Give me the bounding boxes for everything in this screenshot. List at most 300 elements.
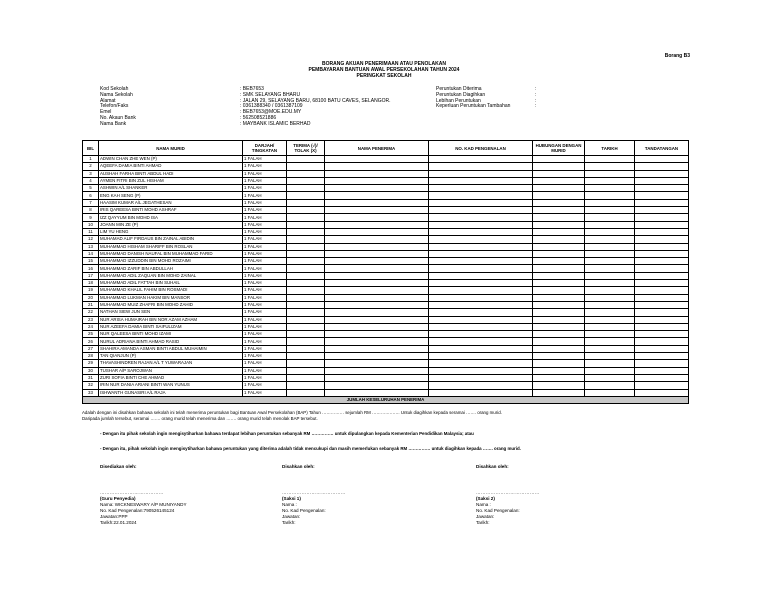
cell-kad-pengenalan[interactable] [429, 301, 533, 308]
cell-tandatangan[interactable] [635, 236, 689, 243]
cell-nama-murid: NUR AZEEFA DAMIA BINTI SAIFULIZAM [99, 323, 243, 330]
cell-hubungan[interactable] [533, 301, 585, 308]
cell-darjah: 1 FALAH [243, 309, 287, 316]
cell-kad-pengenalan[interactable] [429, 258, 533, 265]
cell-tandatangan[interactable] [635, 177, 689, 184]
cell-kad-pengenalan[interactable] [429, 309, 533, 316]
cell-tarikh[interactable] [585, 258, 635, 265]
cell-tarikh[interactable] [585, 367, 635, 374]
cell-kad-pengenalan[interactable] [429, 236, 533, 243]
cell-tarikh[interactable] [585, 265, 635, 272]
info-label: Telefon/Faks [100, 103, 129, 110]
cell-nama-penerima[interactable] [325, 280, 429, 287]
cell-nama-penerima[interactable] [325, 221, 429, 228]
table-row [83, 382, 689, 389]
info-value: : 562508521886 [240, 114, 277, 121]
signature-line[interactable]: ………………………………… [476, 490, 540, 495]
allocation-value: : [535, 97, 537, 104]
cell-nama-penerima[interactable] [325, 265, 429, 272]
cell-nama-penerima[interactable] [325, 367, 429, 374]
table-row [83, 177, 689, 184]
cell-tandatangan[interactable] [635, 272, 689, 279]
cell-nama-penerima[interactable] [325, 331, 429, 338]
cell-tarikh[interactable] [585, 236, 635, 243]
cell-nama-murid: LIM YU HENG [99, 228, 243, 235]
cell-nama-murid: NUR ARISA HUMAIRAH BIN NOR AZAM AZHAM [99, 316, 243, 323]
cell-hubungan[interactable] [533, 353, 585, 360]
cell-terima-tolak[interactable] [287, 272, 325, 279]
cell-nama-penerima[interactable] [325, 170, 429, 177]
cell-hubungan[interactable] [533, 294, 585, 301]
cell-nama-murid: MUHAMMAD LUKMAN HAKIM BIN MANSOR [99, 294, 243, 301]
cell-darjah: 1 FALAH [243, 156, 287, 163]
cell-darjah: 1 FALAH [243, 221, 287, 228]
signature-line[interactable]: ………………………………… [100, 490, 164, 495]
cell-nama-penerima[interactable] [325, 353, 429, 360]
cell-nama-murid: MUHAMMAD IZZUDDIN BIN MOHD ROZAIMI [99, 258, 243, 265]
cell-tandatangan[interactable] [635, 280, 689, 287]
cell-tandatangan[interactable] [635, 345, 689, 352]
cell-kad-pengenalan[interactable] [429, 360, 533, 367]
cell-terima-tolak[interactable] [287, 382, 325, 389]
cell-hubungan[interactable] [533, 236, 585, 243]
cell-nama-murid: MUHAMMAD ZARIF BIN ABDULLAH [99, 265, 243, 272]
cell-terima-tolak[interactable] [287, 228, 325, 235]
cell-terima-tolak[interactable] [287, 250, 325, 257]
cell-terima-tolak[interactable] [287, 280, 325, 287]
table-row [83, 287, 689, 294]
signature-detail: No. Kad Pengenalan:790526145124 [100, 508, 175, 513]
cell-nama-penerima[interactable] [325, 338, 429, 345]
cell-kad-pengenalan[interactable] [429, 243, 533, 250]
cell-nama-murid: IRIS QAREESA BINTI MOHD ASHRAF [99, 207, 243, 214]
table-row [83, 236, 689, 243]
cell-tandatangan[interactable] [635, 156, 689, 163]
cell-nama-penerima[interactable] [325, 214, 429, 221]
cell-hubungan[interactable] [533, 374, 585, 381]
cell-hubungan[interactable] [533, 228, 585, 235]
cell-tarikh[interactable] [585, 374, 635, 381]
cell-tandatangan[interactable] [635, 331, 689, 338]
cell-hubungan[interactable] [533, 389, 585, 396]
cell-kad-pengenalan[interactable] [429, 345, 533, 352]
cell-nama-penerima[interactable] [325, 250, 429, 257]
cell-hubungan[interactable] [533, 192, 585, 199]
allocation-label: Keperluan Peruntukan Tambahan [436, 103, 511, 110]
table-row [83, 316, 689, 323]
cell-nama-penerima[interactable] [325, 294, 429, 301]
cell-bil: 9 [83, 214, 99, 221]
cell-tandatangan[interactable] [635, 353, 689, 360]
cell-bil: 20 [83, 294, 99, 301]
cell-kad-pengenalan[interactable] [429, 214, 533, 221]
cell-kad-pengenalan[interactable] [429, 177, 533, 184]
cell-tarikh[interactable] [585, 272, 635, 279]
cell-nama-penerima[interactable] [325, 287, 429, 294]
cell-terima-tolak[interactable] [287, 301, 325, 308]
cell-tarikh[interactable] [585, 221, 635, 228]
cell-hubungan[interactable] [533, 207, 585, 214]
cell-hubungan[interactable] [533, 309, 585, 316]
cell-tarikh[interactable] [585, 338, 635, 345]
cell-hubungan[interactable] [533, 367, 585, 374]
cell-kad-pengenalan[interactable] [429, 170, 533, 177]
cell-kad-pengenalan[interactable] [429, 287, 533, 294]
form-title-1: BORANG AKUAN PENERIMAAN ATAU PENOLAKAN [322, 61, 446, 67]
cell-tandatangan[interactable] [635, 163, 689, 170]
cell-bil: 14 [83, 250, 99, 257]
signature-heading: Disediakan oleh: [100, 464, 137, 469]
cell-hubungan[interactable] [533, 345, 585, 352]
cell-kad-pengenalan[interactable] [429, 199, 533, 206]
table-row [83, 367, 689, 374]
cell-nama-penerima[interactable] [325, 192, 429, 199]
cell-tandatangan[interactable] [635, 360, 689, 367]
cell-darjah: 1 FALAH [243, 353, 287, 360]
cell-tarikh[interactable] [585, 360, 635, 367]
cell-terima-tolak[interactable] [287, 316, 325, 323]
cell-nama-murid: MUHAMAD ALIF FIRDAUS BIN ZAINAL ABIDIN [99, 236, 243, 243]
cell-hubungan[interactable] [533, 250, 585, 257]
signature-detail: No. Kad Pengenalan: [282, 508, 326, 513]
signature-line[interactable]: ………………………………… [282, 490, 346, 495]
cell-kad-pengenalan[interactable] [429, 272, 533, 279]
cell-hubungan[interactable] [533, 331, 585, 338]
cell-nama-penerima[interactable] [325, 243, 429, 250]
info-label: Emel [100, 109, 112, 116]
cell-tandatangan[interactable] [635, 374, 689, 381]
cell-tandatangan[interactable] [635, 367, 689, 374]
cell-kad-pengenalan[interactable] [429, 156, 533, 163]
cell-tandatangan[interactable] [635, 301, 689, 308]
cell-tandatangan[interactable] [635, 185, 689, 192]
cell-tarikh[interactable] [585, 163, 635, 170]
cell-hubungan[interactable] [533, 265, 585, 272]
cell-nama-murid: AUSHAH FARHA BINTI ABDUL HADI [99, 170, 243, 177]
cell-tarikh[interactable] [585, 301, 635, 308]
cell-kad-pengenalan[interactable] [429, 294, 533, 301]
signature-role: (Saksi 1) [282, 496, 301, 501]
cell-nama-penerima[interactable] [325, 199, 429, 206]
col-kad-pengenalan: NO. KAD PENGENALAN [429, 141, 533, 156]
cell-tandatangan[interactable] [635, 323, 689, 330]
cell-kad-pengenalan[interactable] [429, 228, 533, 235]
cell-tandatangan[interactable] [635, 221, 689, 228]
cell-nama-penerima[interactable] [325, 301, 429, 308]
cell-terima-tolak[interactable] [287, 323, 325, 330]
cell-hubungan[interactable] [533, 214, 585, 221]
form-title-2: PEMBAYARAN BANTUAN AWAL PERSEKOLAHAN TAHUN 2024 [308, 67, 460, 73]
cell-nama-penerima[interactable] [325, 236, 429, 243]
cell-tarikh[interactable] [585, 250, 635, 257]
cell-nama-murid: IZZ QAYYUM BIN MOHD ISA [99, 214, 243, 221]
cell-kad-pengenalan[interactable] [429, 382, 533, 389]
cell-kad-pengenalan[interactable] [429, 221, 533, 228]
cell-terima-tolak[interactable] [287, 243, 325, 250]
table-row [83, 360, 689, 367]
info-label: No. Akaun Bank [100, 114, 136, 121]
cell-tarikh[interactable] [585, 156, 635, 163]
cell-terima-tolak[interactable] [287, 163, 325, 170]
table-row [83, 309, 689, 316]
table-row [83, 207, 689, 214]
cell-tandatangan[interactable] [635, 243, 689, 250]
cell-tarikh[interactable] [585, 382, 635, 389]
cell-terima-tolak[interactable] [287, 199, 325, 206]
allocation-label: Peruntukan Diterima [436, 86, 482, 92]
cell-bil: 6 [83, 192, 99, 199]
cell-terima-tolak[interactable] [287, 236, 325, 243]
table-row [83, 228, 689, 235]
cell-hubungan[interactable] [533, 323, 585, 330]
cell-hubungan[interactable] [533, 272, 585, 279]
cell-tandatangan[interactable] [635, 316, 689, 323]
cell-kad-pengenalan[interactable] [429, 265, 533, 272]
signature-role: (Saksi 2) [476, 496, 495, 501]
cell-bil: 19 [83, 287, 99, 294]
col-nama-murid: NAMA MURID [99, 141, 243, 156]
school-info-values [240, 87, 391, 128]
cell-terima-tolak[interactable] [287, 338, 325, 345]
cell-terima-tolak[interactable] [287, 353, 325, 360]
cell-terima-tolak[interactable] [287, 374, 325, 381]
cell-tarikh[interactable] [585, 170, 635, 177]
cell-terima-tolak[interactable] [287, 345, 325, 352]
allocation-label: Peruntukan Diagihkan [436, 91, 486, 98]
cell-nama-murid: MUHAMMAD ADIL ZAQUAN BIN MOHD ZAINAL [99, 272, 243, 279]
cell-kad-pengenalan[interactable] [429, 192, 533, 199]
cell-bil: 3 [83, 170, 99, 177]
cell-kad-pengenalan[interactable] [429, 374, 533, 381]
cell-tandatangan[interactable] [635, 287, 689, 294]
cell-darjah: 1 FALAH [243, 389, 287, 396]
info-label: Alamat [100, 97, 116, 104]
cell-nama-penerima[interactable] [325, 345, 429, 352]
cell-terima-tolak[interactable] [287, 170, 325, 177]
cell-nama-murid: MUHAMMAD HISHAM SHARIFF BIN ROSLAN [99, 243, 243, 250]
cell-terima-tolak[interactable] [287, 367, 325, 374]
allocation-label: Lebihan Peruntukan [436, 97, 481, 104]
signature-role: (Guru Penyedia) [100, 496, 136, 501]
table-row [83, 294, 689, 301]
cell-bil: 7 [83, 199, 99, 206]
cell-nama-penerima[interactable] [325, 360, 429, 367]
cell-nama-penerima[interactable] [325, 228, 429, 235]
cell-tandatangan[interactable] [635, 228, 689, 235]
cell-darjah: 1 FALAH [243, 331, 287, 338]
cell-tandatangan[interactable] [635, 389, 689, 396]
col-nama-penerima: NAMA PENERIMA [325, 141, 429, 156]
cell-nama-penerima[interactable] [325, 323, 429, 330]
table-row [83, 345, 689, 352]
cell-nama-penerima[interactable] [325, 156, 429, 163]
cell-tarikh[interactable] [585, 177, 635, 184]
cell-tarikh[interactable] [585, 243, 635, 250]
cell-bil: 5 [83, 185, 99, 192]
cell-hubungan[interactable] [533, 316, 585, 323]
cell-terima-tolak[interactable] [287, 185, 325, 192]
cell-tarikh[interactable] [585, 192, 635, 199]
cell-hubungan[interactable] [533, 280, 585, 287]
cell-tarikh[interactable] [585, 199, 635, 206]
cell-tarikh[interactable] [585, 185, 635, 192]
cell-nama-penerima[interactable] [325, 316, 429, 323]
cell-tarikh[interactable] [585, 389, 635, 396]
cell-kad-pengenalan[interactable] [429, 323, 533, 330]
cell-darjah: 1 FALAH [243, 294, 287, 301]
cell-nama-penerima[interactable] [325, 374, 429, 381]
cell-terima-tolak[interactable] [287, 331, 325, 338]
cell-darjah: 1 FALAH [243, 170, 287, 177]
cell-hubungan[interactable] [533, 156, 585, 163]
cell-tarikh[interactable] [585, 287, 635, 294]
cell-tarikh[interactable] [585, 353, 635, 360]
cell-kad-pengenalan[interactable] [429, 185, 533, 192]
cell-terima-tolak[interactable] [287, 221, 325, 228]
cell-nama-penerima[interactable] [325, 382, 429, 389]
cell-tandatangan[interactable] [635, 214, 689, 221]
allocation-value: : [535, 86, 537, 92]
cell-darjah: 1 FALAH [243, 236, 287, 243]
cell-kad-pengenalan[interactable] [429, 367, 533, 374]
cell-hubungan[interactable] [533, 221, 585, 228]
table-row [83, 185, 689, 192]
cell-nama-murid: THAVASHINDREN RAJAN A/L T YUWARAJAN [99, 360, 243, 367]
cell-nama-penerima[interactable] [325, 272, 429, 279]
cell-hubungan[interactable] [533, 360, 585, 367]
allocation-labels [436, 87, 510, 110]
cell-kad-pengenalan[interactable] [429, 207, 533, 214]
cell-hubungan[interactable] [533, 177, 585, 184]
cell-tandatangan[interactable] [635, 207, 689, 214]
cell-nama-penerima[interactable] [325, 177, 429, 184]
cell-tarikh[interactable] [585, 331, 635, 338]
cell-bil: 15 [83, 258, 99, 265]
cell-nama-penerima[interactable] [325, 163, 429, 170]
cell-kad-pengenalan[interactable] [429, 280, 533, 287]
cell-tarikh[interactable] [585, 294, 635, 301]
cell-kad-pengenalan[interactable] [429, 353, 533, 360]
cell-terima-tolak[interactable] [287, 360, 325, 367]
cell-terima-tolak[interactable] [287, 294, 325, 301]
cell-hubungan[interactable] [533, 338, 585, 345]
cell-hubungan[interactable] [533, 163, 585, 170]
cell-tarikh[interactable] [585, 280, 635, 287]
cell-tandatangan[interactable] [635, 309, 689, 316]
cell-bil: 27 [83, 345, 99, 352]
signature-witness-1 [282, 464, 346, 526]
cell-darjah: 1 FALAH [243, 265, 287, 272]
table-row [83, 199, 689, 206]
cell-kad-pengenalan[interactable] [429, 316, 533, 323]
cell-terima-tolak[interactable] [287, 389, 325, 396]
cell-nama-penerima[interactable] [325, 185, 429, 192]
cell-nama-murid: HAASIM KUMAR A/L JEGATHESAN [99, 199, 243, 206]
allocation-values [535, 87, 536, 110]
cell-kad-pengenalan[interactable] [429, 163, 533, 170]
cell-kad-pengenalan[interactable] [429, 338, 533, 345]
cell-tarikh[interactable] [585, 207, 635, 214]
cell-tandatangan[interactable] [635, 170, 689, 177]
cell-tandatangan[interactable] [635, 192, 689, 199]
cell-terima-tolak[interactable] [287, 265, 325, 272]
cell-darjah: 1 FALAH [243, 382, 287, 389]
cell-tarikh[interactable] [585, 214, 635, 221]
cell-tandatangan[interactable] [635, 338, 689, 345]
cell-bil: 1 [83, 156, 99, 163]
cell-terima-tolak[interactable] [287, 207, 325, 214]
table-row [83, 323, 689, 330]
cell-hubungan[interactable] [533, 258, 585, 265]
signature-detail: No. Kad Pengenalan: [476, 508, 520, 513]
cell-kad-pengenalan[interactable] [429, 331, 533, 338]
cell-hubungan[interactable] [533, 243, 585, 250]
cell-terima-tolak[interactable] [287, 214, 325, 221]
cell-bil: 21 [83, 301, 99, 308]
cell-bil: 28 [83, 353, 99, 360]
cell-terima-tolak[interactable] [287, 309, 325, 316]
col-tandatangan: TANDATANGAN [635, 141, 689, 156]
cell-tandatangan[interactable] [635, 294, 689, 301]
info-value: : SMK SELAYANG BHARU [240, 91, 301, 98]
cell-kad-pengenalan[interactable] [429, 250, 533, 257]
cell-bil: 25 [83, 331, 99, 338]
cell-darjah: 1 FALAH [243, 367, 287, 374]
cell-nama-murid: MUHAMMAD ADIL FATTAH BIN SUHAIL [99, 280, 243, 287]
table-row [83, 265, 689, 272]
cell-terima-tolak[interactable] [287, 287, 325, 294]
allocation-value: : [535, 91, 537, 98]
signature-detail: Jawatan: [476, 514, 495, 519]
cell-terima-tolak[interactable] [287, 258, 325, 265]
cell-tarikh[interactable] [585, 316, 635, 323]
cell-terima-tolak[interactable] [287, 192, 325, 199]
table-body [83, 156, 689, 397]
cell-tandatangan[interactable] [635, 258, 689, 265]
cell-darjah: 1 FALAH [243, 316, 287, 323]
cell-tandatangan[interactable] [635, 265, 689, 272]
cell-hubungan[interactable] [533, 287, 585, 294]
cell-kad-pengenalan[interactable] [429, 389, 533, 396]
cell-tarikh[interactable] [585, 228, 635, 235]
cell-tandatangan[interactable] [635, 199, 689, 206]
cell-nama-penerima[interactable] [325, 258, 429, 265]
cell-tarikh[interactable] [585, 309, 635, 316]
cell-nama-penerima[interactable] [325, 389, 429, 396]
cell-hubungan[interactable] [533, 185, 585, 192]
cell-hubungan[interactable] [533, 170, 585, 177]
cell-tandatangan[interactable] [635, 382, 689, 389]
cell-bil: 29 [83, 360, 99, 367]
cell-hubungan[interactable] [533, 382, 585, 389]
info-value: : JALAN 29, SELAYANG BARU, 68100 BATU CAVES, SELANGOR. [240, 97, 391, 104]
cell-tarikh[interactable] [585, 345, 635, 352]
cell-terima-tolak[interactable] [287, 177, 325, 184]
table-row [83, 301, 689, 308]
table-row [83, 272, 689, 279]
cell-terima-tolak[interactable] [287, 156, 325, 163]
cell-hubungan[interactable] [533, 199, 585, 206]
cell-darjah: 1 FALAH [243, 345, 287, 352]
cell-darjah: 1 FALAH [243, 338, 287, 345]
cell-darjah: 1 FALAH [243, 272, 287, 279]
cell-nama-murid: ISHWANTH GUNASIRI A/L RAJA [99, 389, 243, 396]
cell-tandatangan[interactable] [635, 250, 689, 257]
cell-nama-murid: ASHWIN A/L SHANKER [99, 185, 243, 192]
cell-tarikh[interactable] [585, 323, 635, 330]
cell-nama-penerima[interactable] [325, 207, 429, 214]
cell-nama-penerima[interactable] [325, 309, 429, 316]
